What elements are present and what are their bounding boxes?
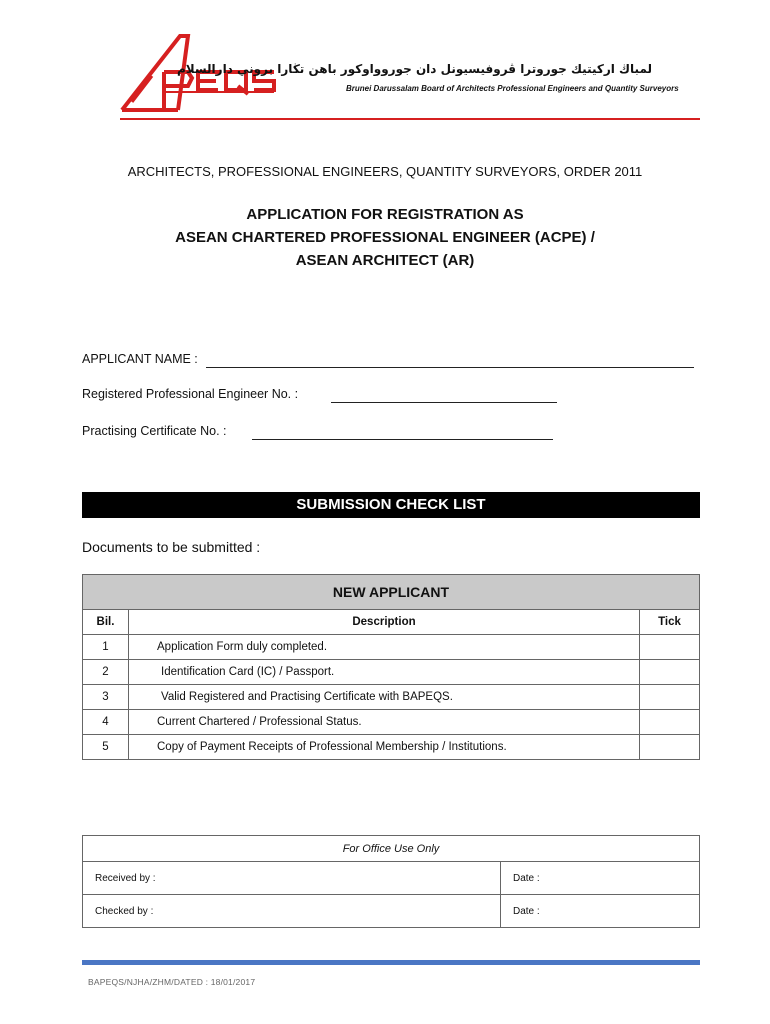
checked-by-field[interactable]: Checked by : [83,895,501,928]
col-bil: Bil. [83,610,129,635]
documents-label: Documents to be submitted : [82,539,261,555]
table-row [83,710,700,735]
row-description: Copy of Payment Receipts of Professional Membership / Institutions. [129,735,640,760]
row-description: Identification Card (IC) / Passport. [129,660,640,685]
col-tick: Tick [640,610,700,635]
applicant-name-field[interactable] [206,367,694,368]
received-by-field[interactable]: Received by : [83,862,501,895]
tick-cell[interactable] [640,710,700,735]
table-row [83,635,700,660]
header-divider [120,118,700,120]
checklist-table [82,574,700,760]
practising-cert-field[interactable] [252,439,553,440]
office-use-table [82,835,700,928]
row-bil: 1 [83,635,129,660]
checklist-banner: SUBMISSION CHECK LIST [82,492,700,518]
office-use-title: For Office Use Only [83,836,700,862]
pe-number-field[interactable] [331,402,557,403]
form-title-line-3: ASEAN ARCHITECT (AR) [295,252,475,269]
applicant-name-label: APPLICANT NAME : [82,352,198,366]
table-row [83,735,700,760]
row-bil: 3 [83,685,129,710]
row-bil: 2 [83,660,129,685]
table-row [83,660,700,685]
new-applicant-header: NEW APPLICANT [83,575,700,610]
row-description: Application Form duly completed. [129,635,640,660]
row-description: Valid Registered and Practising Certificate with BAPEQS. [129,685,640,710]
tick-cell[interactable] [640,660,700,685]
footer-divider [82,960,700,965]
form-title-line-2: ASEAN CHARTERED PROFESSIONAL ENGINEER (ACPE) / [175,229,595,246]
board-name: Brunei Darussalam Board of Architects Professional Engineers and Quantity Surveyors [346,84,679,93]
table-row [83,685,700,710]
footer-reference: BAPEQS/NJHA/ZHM/DATED : 18/01/2017 [88,977,256,987]
form-title-line-1: APPLICATION FOR REGISTRATION AS [246,206,524,223]
tick-cell[interactable] [640,685,700,710]
row-description: Current Chartered / Professional Status. [129,710,640,735]
received-date-field[interactable]: Date : [501,862,700,895]
row-bil: 4 [83,710,129,735]
tick-cell[interactable] [640,635,700,660]
tick-cell[interactable] [640,735,700,760]
arabic-board-name: لمباڬ اركيتيك جوروترا ڤروفيسيونل دان جوروواوكور باهن تڬارا بروني دارالسلام [176,62,652,76]
pe-number-label: Registered Professional Engineer No. : [82,387,299,401]
checked-date-field[interactable]: Date : [501,895,700,928]
order-heading: ARCHITECTS, PROFESSIONAL ENGINEERS, QUANTITY SURVEYORS, ORDER 2011 [127,164,643,179]
practising-cert-label: Practising Certificate No. : [82,424,227,438]
col-description: Description [129,610,640,635]
row-bil: 5 [83,735,129,760]
